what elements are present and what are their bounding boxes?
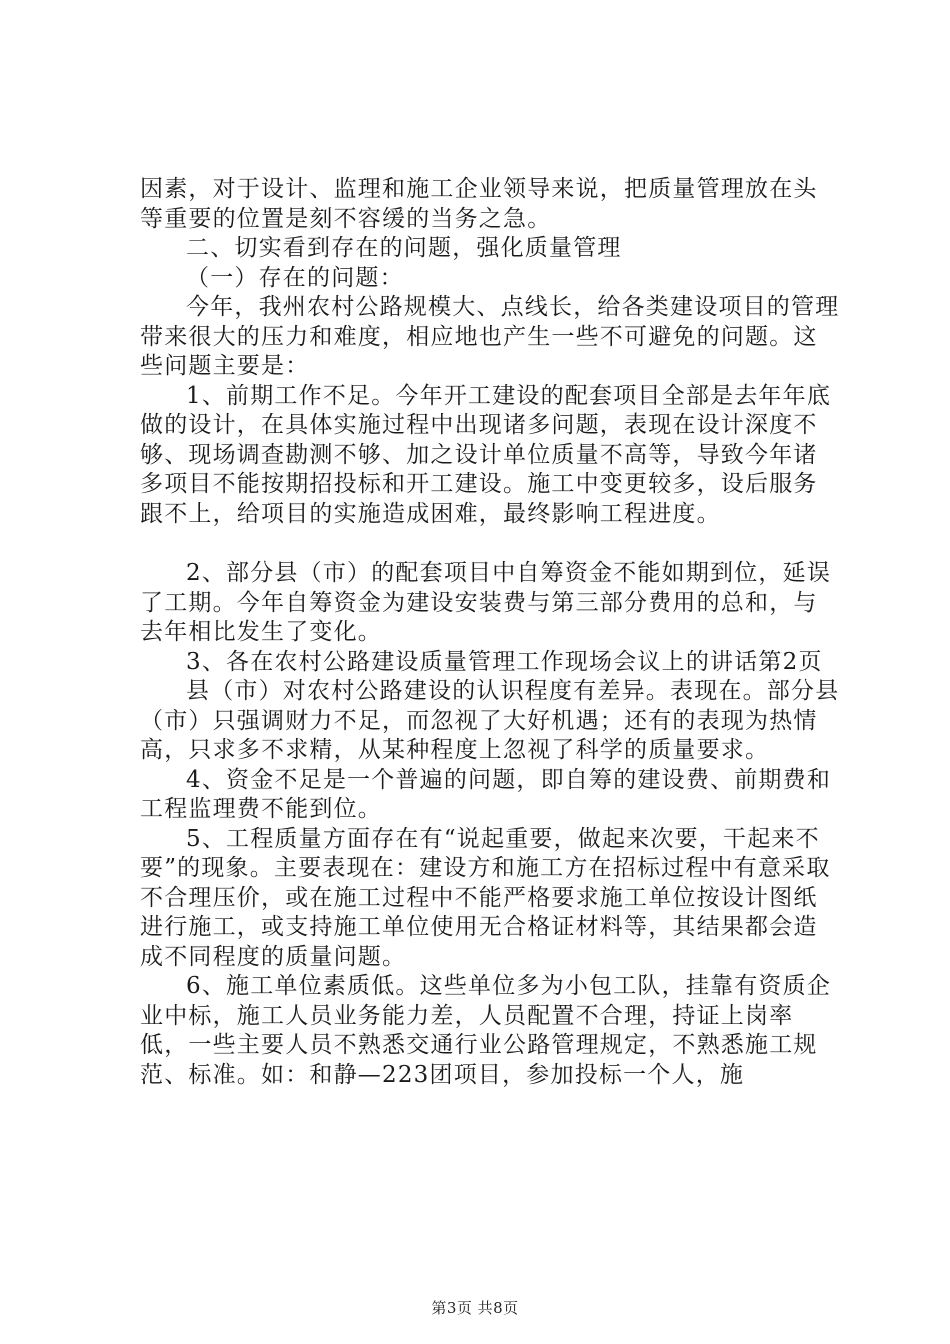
paragraph-continuation: 因素，对于设计、监理和施工企业领导来说，把质量管理放在头等重要的位置是刻不容缓的当务之急。 — [140, 176, 818, 232]
section-heading: 二、切实看到存在的问题，强化质量管理 — [186, 235, 622, 261]
paragraph-item-5: 5、工程质量方面存在有“说起重要，做起来次要，干起来不要”的现象。主要表现在：建设方和施工方在招标过程中有意采取不合理压价，或在施工过程中不能严格要求施工单位按设计图纸进行施工，或支持施工单位使用无合格证材料等，其结果都会造成不同程度的质量问题。 — [140, 825, 831, 970]
paragraph-item-2: 2、部分县（市）的配套项目中自筹资金不能如期到位，延误了工期。今年自筹资金为建设安装费与第三部分费用的总和，与去年相比发生了变化。 — [140, 560, 832, 645]
document-body — [140, 175, 840, 1090]
subsection-heading: （一）存在的问题： — [186, 264, 404, 291]
paragraph-item-6: 6、施工单位素质低。这些单位多为小包工队，挂靠有资质企业中标，施工人员业务能力差，人员配置不合理，持证上岗率低，一些主要人员不熟悉交通行业公路管理规定，不熟悉施工规范、标准。如：和静—223团项目，参加投标一个人，施 — [140, 973, 832, 1088]
paragraph-item-1: 1、前期工作不足。今年开工建设的配套项目全部是去年年底做的设计，在具体实施过程中出现诸多问题，表现在设计深度不够、现场调查勘测不够、加之设计单位质量不高等，导致今年诸多项目不能按期招投标和开工建设。施工中变更较多，设后服务跟不上，给项目的实施造成困难，最终影响工程进度。 — [140, 382, 832, 527]
paragraph-item-4: 4、资金不足是一个普遍的问题，即自筹的建设费、前期费和工程监理费不能到位。 — [140, 766, 832, 822]
paragraph-item-3-heading: 3、各在农村公路建设质量管理工作现场会议上的讲话第2页 — [186, 648, 823, 675]
paragraph-item-3: 县（市）对农村公路建设的认识程度有差异。表现在。部分县（市）只强调财力不足，而忽视了大好机遇；还有的表现为热情高，只求多不求精，从某种程度上忽视了科学的质量要求。 — [140, 678, 840, 763]
paragraph-intro: 今年，我州农村公路规模大、点线长，给各类建设项目的管理带来很大的压力和难度，相应地也产生一些不可避免的问题。这些问题主要是： — [140, 294, 840, 379]
page-footer: 第3页 共8页 — [431, 1299, 519, 1317]
